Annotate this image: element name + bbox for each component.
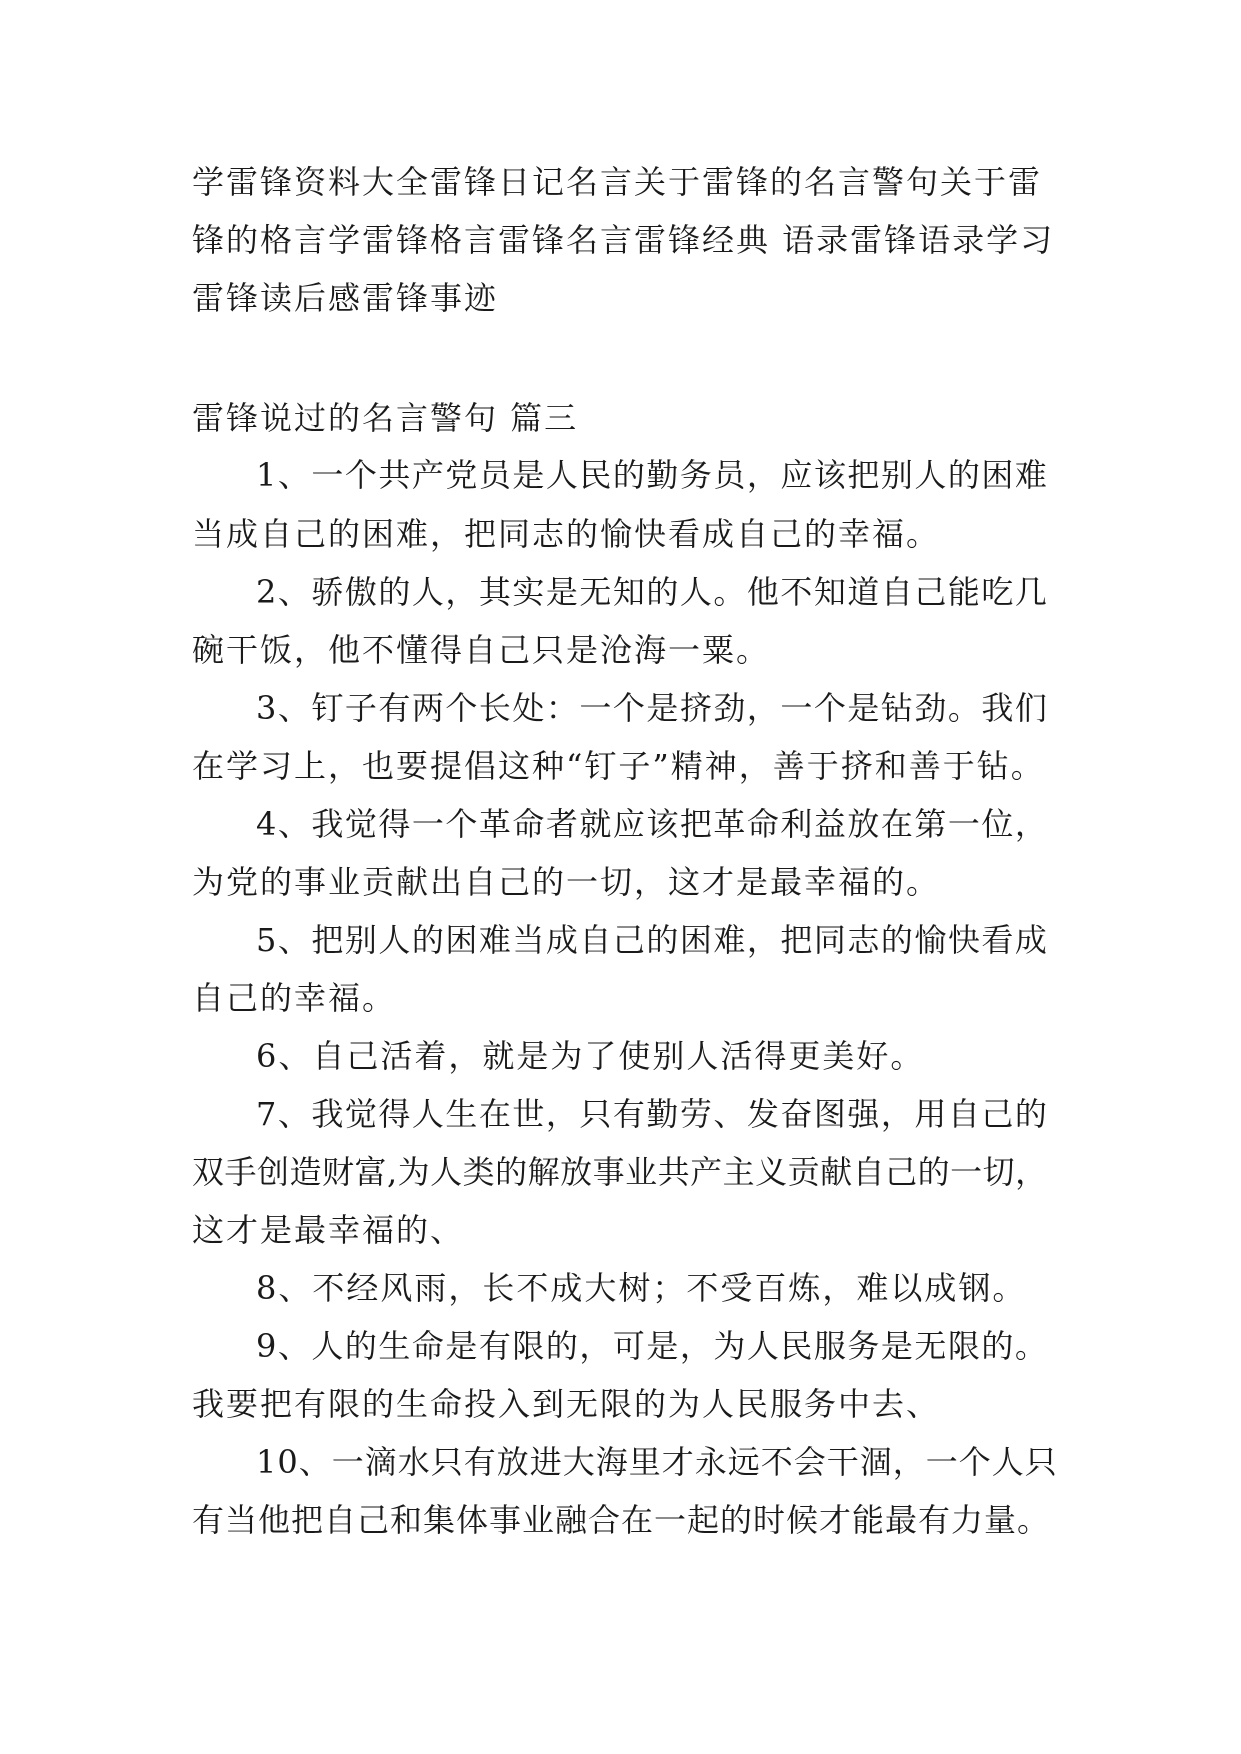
quote-line: 1、一个共产党员是人民的勤务员，应该把别人的困难 (256, 456, 1049, 494)
quote-line: 有当他把自己和集体事业融合在一起的时候才能最有力量。 (192, 1501, 1051, 1539)
quote-line: 4、我觉得一个革命者就应该把革命利益放在第一位， (256, 805, 1049, 843)
quote-line: 当成自己的困难，把同志的愉快看成自己的幸福。 (192, 515, 941, 553)
quote-line: 7、我觉得人生在世，只有勤劳、发奋图强，用自己的 (256, 1095, 1049, 1133)
quote-line: 6、自己活着，就是为了使别人活得更美好。 (256, 1037, 925, 1075)
quote-line: 5、把别人的困难当成自己的困难，把同志的愉快看成 (256, 921, 1049, 959)
quote-line: 2、骄傲的人，其实是无知的人。他不知道自己能吃几 (256, 573, 1049, 611)
quote-line: 10、一滴水只有放进大海里才永远不会干涸，一个人只 (256, 1443, 1058, 1481)
quote-line: 3、钉子有两个长处：一个是挤劲，一个是钻劲。我们 (256, 689, 1049, 727)
quote-line: 8、不经风雨，长不成大树；不受百炼，难以成钢。 (256, 1269, 1027, 1307)
quote-line: 9、人的生命是有限的，可是，为人民服务是无限的。 (256, 1327, 1049, 1365)
quote-line: 我要把有限的生命投入到无限的为人民服务中去、 (192, 1385, 941, 1423)
quote-line: 在学习上，也要提倡这种“钉子”精神，善于挤和善于钻。 (192, 747, 1045, 785)
quote-line: 为党的事业贡献出自己的一切，这才是最幸福的。 (192, 863, 941, 901)
quote-line: 自己的幸福。 (192, 979, 397, 1017)
section-title: 雷锋说过的名言警句 篇三 (192, 399, 579, 437)
quote-line: 这才是最幸福的、 (192, 1211, 465, 1249)
intro-line: 锋的格言学雷锋格言雷锋名言雷锋经典 语录雷锋语录学习 (192, 221, 1055, 259)
quote-line: 碗干饭，他不懂得自己只是沧海一粟。 (192, 631, 771, 669)
intro-line: 雷锋读后感雷锋事迹 (192, 279, 499, 317)
quote-line: 双手创造财富,为人类的解放事业共产主义贡献自己的一切， (192, 1153, 1048, 1191)
intro-line: 学雷锋资料大全雷锋日记名言关于雷锋的名言警句关于雷 (192, 163, 1043, 201)
